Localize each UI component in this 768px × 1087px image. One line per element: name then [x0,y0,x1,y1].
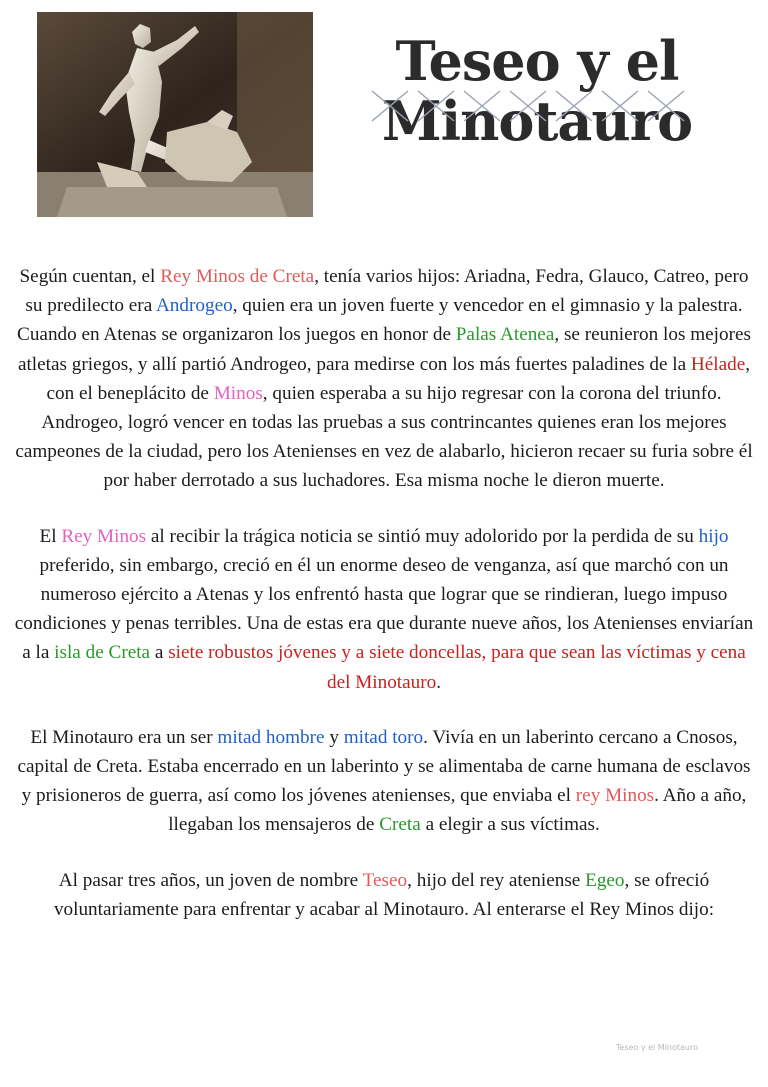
highlighted-term: Palas Atenea [455,324,555,346]
paragraph-text: preferido, sin embargo, creció en él un enorme deseo de venganza, así que marchó con un numeroso ejército a Atenas y los enfrentó hasta que lograr que se rindieran, luego impuso condiciones y penas terribles. Una de estas era que durante nueve años, los Atenienses enviarían a la [14,554,754,664]
paragraph-text: a elegir a sus víctimas. [420,814,600,836]
paragraph-text: , con el beneplácito de [46,353,751,404]
highlighted-term: Minos [213,382,263,404]
highlighted-term: Egeo [585,869,625,891]
paragraph-text: , hijo del rey ateniense [407,869,586,891]
paragraph-text: a [150,642,169,664]
paragraph-text: , se ofreció voluntariamente para enfrentar y acabar al Minotauro. Al enterarse el Rey Minos dijo: [53,869,715,920]
paragraph-text: El [39,525,62,547]
highlighted-term: Teseo [362,869,408,891]
paragraph-text: , se reunieron los mejores atletas griegos, y allí partió Androgeo, para medirse con los más fuertes paladines de la [17,324,751,375]
highlighted-term: Androgeo [155,295,233,317]
paragraph-4 [12,866,756,924]
highlighted-term: mitad hombre [217,726,325,748]
highlighted-term: mitad toro [343,726,424,748]
highlighted-term: rey Minos [575,785,655,807]
paragraph-1 [12,262,756,496]
highlighted-term: siete robustos jóvenes y a siete doncellas, para que sean las víctimas y cena del Minotauro [168,642,746,693]
highlighted-term: Rey Minos [61,525,147,547]
paragraph-text: . Vivía en un laberinto cercano a Cnosos, capital de Creta. Estaba encerrado en un laberinto y se alimentaba de carne humana de esclavos y prisioneros de guerra, así como los jóvenes atenienses, que enviaba el [17,726,751,807]
sculpture-image [37,12,313,217]
highlighted-term: isla de Creta [54,642,151,664]
paragraph-text: El Minotauro era un ser [30,726,218,748]
story-body [12,262,756,950]
highlighted-term: Rey Minos de Creta [160,266,315,287]
paragraph-text: . Año a año, llegaban los mensajeros de [168,785,747,836]
paragraph-3 [12,723,756,840]
paragraph-text: Según cuentan, el [19,266,161,287]
paragraph-2 [12,522,756,697]
watermark: Teseo y el Minotauro [615,1043,698,1052]
paragraph-text: , tenía varios hijos: Ariadna, Fedra, Glauco, Catreo, pero su predilecto era [25,266,749,317]
title-line-2: Minotauro [381,89,693,153]
paragraph-text: , quien esperaba a su hijo regresar con la corona del triunfo. Androgeo, logró vencer en todas las pruebas a sus contrincantes quienes eran los mejores campeones de la ciudad, pero los Atenienses en vez de alabarlo, hicieron recaer su furia sobre él por haber derrotado a sus luchadores. Esa misma noche le dieron muerte. [15,382,753,492]
title-line-1: Teseo y el [395,29,679,93]
highlighted-term: Hélade [690,353,746,375]
decorative-cross-divider [368,87,694,125]
paragraph-text: al recibir la trágica noticia se sintió muy adolorido por la perdida de su [146,525,699,547]
paragraph-text: y [324,726,344,748]
sculpture-photo [37,12,313,217]
highlighted-term: Creta [379,814,421,836]
paragraph-text: . [436,671,442,693]
paragraph-text: Al pasar tres años, un joven de nombre [58,869,363,891]
paragraph-text: , quien era un joven fuerte y vencedor en el gimnasio y la palestra. Cuando en Atenas se organizaron los juegos en honor de [17,295,743,346]
highlighted-term: hijo [698,525,729,547]
